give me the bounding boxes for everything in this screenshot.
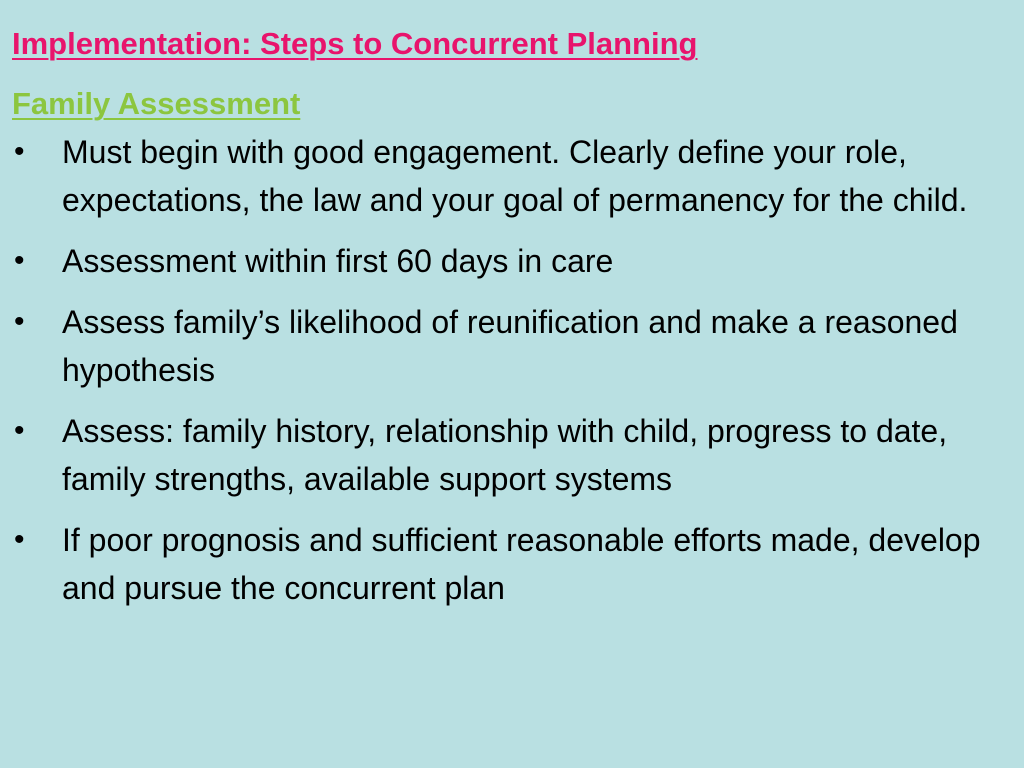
bullet-mark: • xyxy=(14,414,25,447)
bullet-mark: • xyxy=(14,523,25,556)
bullet-text: If poor prognosis and sufficient reasonable efforts made, develop and pursue the concurrent plan xyxy=(62,522,981,606)
bullet-mark: • xyxy=(14,305,25,338)
bullet-item xyxy=(12,298,984,394)
bullet-item xyxy=(12,407,984,503)
bullet-text: Assess family’s likelihood of reunification and make a reasoned hypothesis xyxy=(62,304,958,388)
bullet-text: Assess: family history, relationship with child, progress to date, family strengths, available support systems xyxy=(62,413,948,497)
bullet-mark: • xyxy=(14,244,25,277)
bullet-mark: • xyxy=(14,135,25,168)
slide-subtitle: Family Assessment xyxy=(12,86,301,121)
bullet-text: Assessment within first 60 days in care xyxy=(62,243,614,279)
bullet-item xyxy=(12,516,984,612)
slide-title: Implementation: Steps to Concurrent Planning xyxy=(12,26,698,61)
bullet-item xyxy=(12,128,984,224)
bullet-item xyxy=(12,237,984,285)
bullet-list xyxy=(12,128,984,612)
bullet-text: Must begin with good engagement. Clearly define your role, expectations, the law and your goal of permanency for the child. xyxy=(62,134,968,218)
